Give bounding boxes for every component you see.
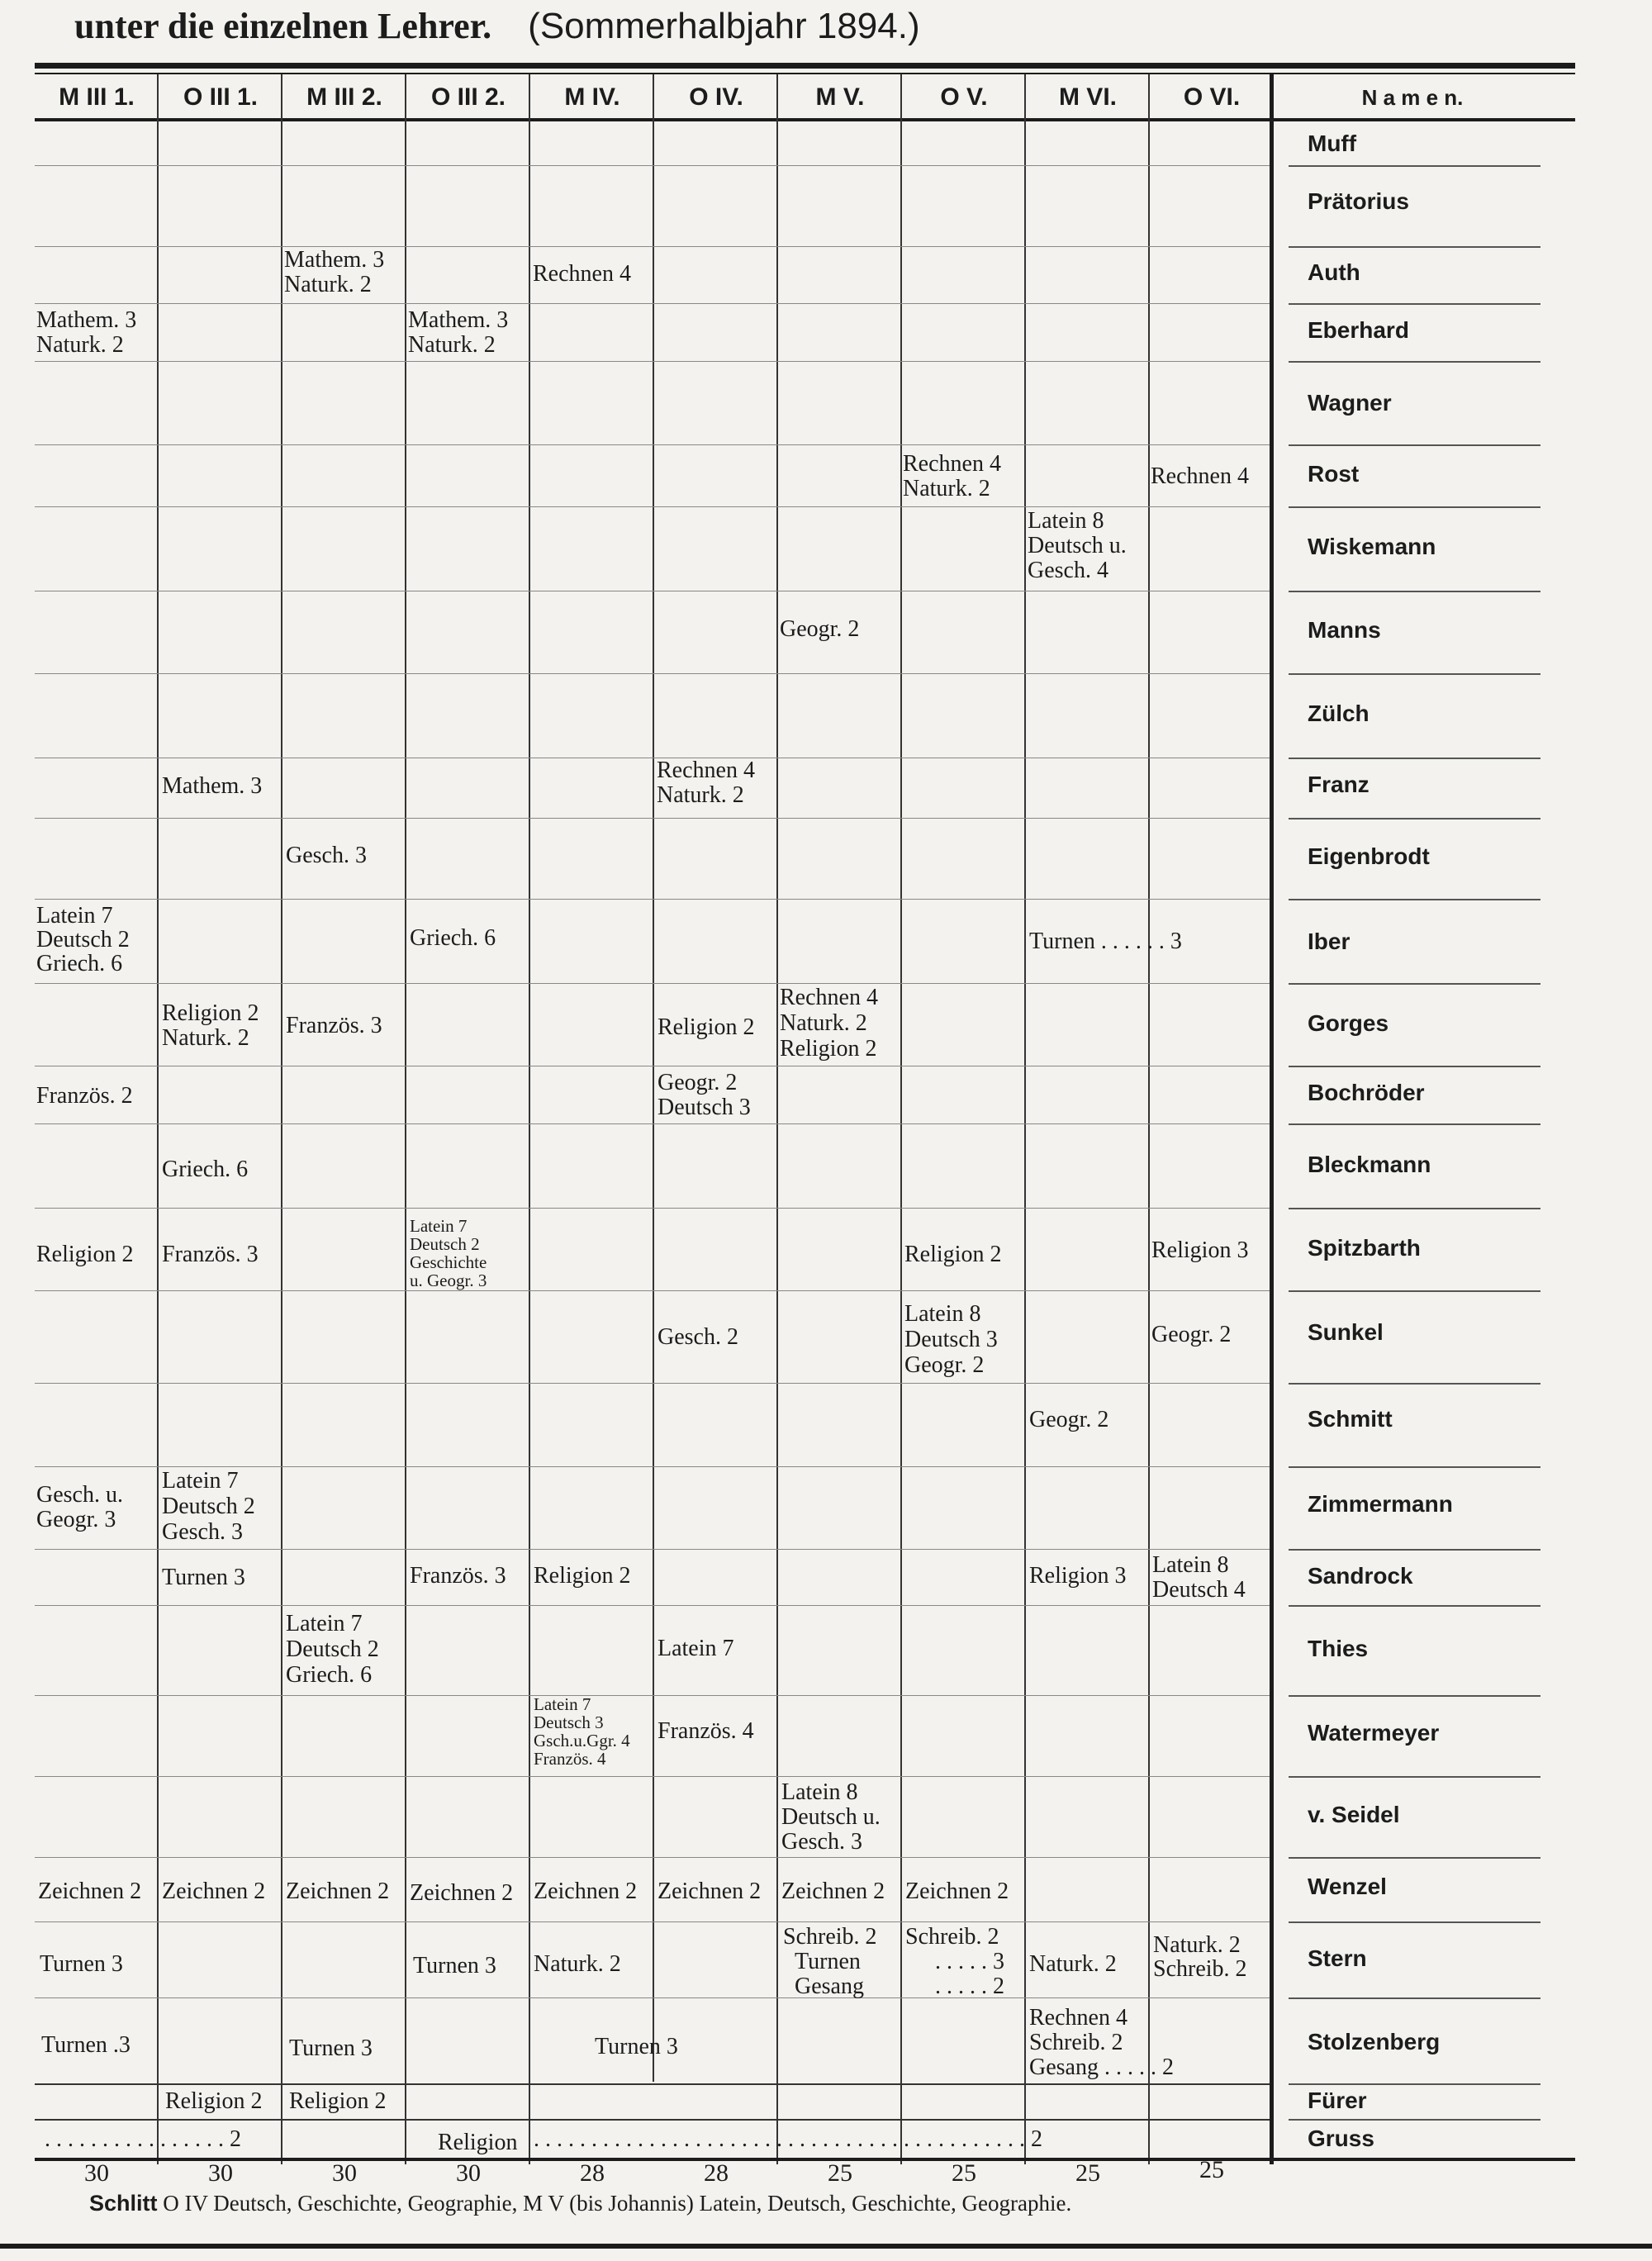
- cell-franz-oiv: Rechnen 4 Naturk. 2: [657, 758, 755, 808]
- row-line: [35, 361, 1270, 362]
- cell-gorges-miii2: Französ. 3: [286, 1013, 382, 1038]
- row-line: [1289, 246, 1540, 248]
- cell-iber-miii1: Latein 7 Deutsch 2 Griech. 6: [36, 903, 130, 976]
- cell-gruss-right: . . . . . . . . . . . . . . . . . . . . . . . . . . . . . . . . . . . . . . . . . . . 2: [534, 2126, 1042, 2152]
- page-title: [74, 5, 920, 47]
- row-line: [1289, 1605, 1540, 1607]
- cell-gorges-oiii1: Religion 2 Naturk. 2: [162, 1000, 259, 1051]
- cell-stern-ov: Schreib. 2 . . . . . 3 . . . . . 2: [905, 1924, 1004, 1999]
- cell-schmitt-mvi: Geogr. 2: [1029, 1407, 1109, 1432]
- cell-spitzbarth-oiii2: Latein 7 Deutsch 2 Geschichte u. Geogr. 3: [410, 1216, 487, 1290]
- cell-franz-oiii1: Mathem. 3: [162, 773, 263, 799]
- row-line: [1289, 1066, 1540, 1067]
- names-divider: [1270, 74, 1274, 2164]
- cell-bleckmann-oiii1: Griech. 6: [162, 1157, 249, 1182]
- row-line: [1289, 1695, 1540, 1697]
- cell-sandrock-oiii1: Turnen 3: [162, 1565, 245, 1590]
- row-line: [1289, 1208, 1540, 1209]
- cell-wenzel-oiii2: Zeichnen 2: [410, 1880, 514, 1906]
- col-divider: [1024, 74, 1026, 2164]
- name-manns: Manns: [1308, 617, 1381, 643]
- cell-iber-oiii2: Griech. 6: [410, 925, 496, 951]
- total-ovi: 25: [1199, 2156, 1224, 2183]
- row-line: [35, 506, 1270, 507]
- row-line: [35, 2083, 1270, 2085]
- col-divider: [281, 74, 282, 2164]
- cell-sandrock-mvi: Religion 3: [1029, 1563, 1127, 1589]
- cell-stern-mvi: Naturk. 2: [1029, 1951, 1117, 1977]
- cell-bochroeder-oiv: Geogr. 2 Deutsch 3: [657, 1070, 751, 1120]
- cell-stolzenberg-miii2: Turnen 3: [289, 2035, 373, 2061]
- cell-stern-miv: Naturk. 2: [534, 1951, 621, 1977]
- row-line: [1289, 1466, 1540, 1468]
- name-zuelch: Zülch: [1308, 701, 1370, 726]
- row-line: [35, 1466, 1270, 1467]
- row-line: [1289, 1123, 1540, 1125]
- name-seidel: v. Seidel: [1308, 1802, 1400, 1827]
- row-line: [1289, 1549, 1540, 1551]
- name-wagner: Wagner: [1308, 390, 1392, 416]
- cell-gorges-mv: Rechnen 4 Naturk. 2 Religion 2: [780, 985, 878, 1062]
- name-zimmermann: Zimmermann: [1308, 1491, 1453, 1517]
- row-line: [1289, 758, 1540, 759]
- cell-eberhard-oiii2: Mathem. 3 Naturk. 2: [408, 307, 509, 358]
- name-sunkel: Sunkel: [1308, 1319, 1384, 1345]
- row-line: [1289, 1290, 1540, 1292]
- name-gruss: Gruss: [1308, 2126, 1374, 2151]
- cell-stern-ovi: Naturk. 2 Schreib. 2: [1153, 1932, 1247, 1982]
- name-franz: Franz: [1308, 772, 1370, 797]
- cell-wenzel-miv: Zeichnen 2: [534, 1879, 638, 1904]
- cell-auth-miii2: Mathem. 3 Naturk. 2: [284, 247, 385, 297]
- row-line: [1289, 1857, 1540, 1859]
- cell-stolzenberg-miii1: Turnen .3: [41, 2032, 131, 2058]
- name-gorges: Gorges: [1308, 1010, 1389, 1036]
- cell-sandrock-oiii2: Französ. 3: [410, 1563, 506, 1589]
- cell-stern-mv: Schreib. 2 Turnen Gesang: [783, 1924, 877, 1999]
- header-oiv: O IV.: [689, 83, 743, 111]
- cell-sandrock-miv: Religion 2: [534, 1563, 631, 1589]
- cell-rost-ovi: Rechnen 4: [1151, 463, 1249, 489]
- cell-wiskemann-mvi: Latein 8 Deutsch u. Gesch. 4: [1028, 508, 1127, 583]
- header-ovi: O VI.: [1183, 83, 1241, 111]
- row-line: [35, 1290, 1270, 1291]
- row-line: [35, 983, 1270, 984]
- footer-name: Schlitt: [89, 2191, 158, 2216]
- row-line: [35, 1997, 1270, 1998]
- cell-stern-oiii2: Turnen 3: [413, 1953, 496, 1978]
- col-divider: [157, 74, 159, 2164]
- cell-wenzel-oiii1: Zeichnen 2: [162, 1879, 266, 1904]
- cell-auth-miv: Rechnen 4: [533, 261, 631, 287]
- row-line: [35, 1208, 1270, 1209]
- name-stolzenberg: Stolzenberg: [1308, 2029, 1441, 2054]
- cell-wenzel-mv: Zeichnen 2: [781, 1879, 885, 1904]
- cell-spitzbarth-miii1: Religion 2: [36, 1242, 134, 1267]
- row-line: [1289, 1997, 1540, 1999]
- row-line: [35, 1605, 1270, 1606]
- row-line: [1289, 591, 1540, 592]
- cell-wenzel-miii1: Zeichnen 2: [38, 1879, 142, 1904]
- name-rost: Rost: [1308, 461, 1360, 487]
- row-line: [1289, 1776, 1540, 1778]
- name-bleckmann: Bleckmann: [1308, 1152, 1431, 1177]
- row-line: [1289, 506, 1540, 508]
- cell-stolzenberg-mvi: Rechnen 4 Schreib. 2 Gesang . . . . . 2: [1029, 2005, 1174, 2080]
- name-watermeyer: Watermeyer: [1308, 1720, 1440, 1746]
- cell-wenzel-oiv: Zeichnen 2: [657, 1879, 762, 1904]
- footer-note: [89, 2191, 1071, 2216]
- row-line: [1289, 361, 1540, 363]
- name-wiskemann: Wiskemann: [1308, 534, 1436, 559]
- row-line: [1289, 444, 1540, 446]
- cell-stolzenberg-miv-oiv: Turnen 3: [595, 2034, 678, 2059]
- row-line: [35, 165, 1270, 166]
- title-main: unter die einzelnen Lehrer.: [74, 6, 492, 46]
- row-line: [35, 1695, 1270, 1696]
- cell-zimmermann-miii1: Gesch. u. Geogr. 3: [36, 1482, 123, 1532]
- title-sub: (Sommerhalbjahr 1894.): [528, 6, 920, 46]
- name-wenzel: Wenzel: [1308, 1874, 1387, 1899]
- row-line: [1289, 983, 1540, 985]
- header-namen: N a m e n.: [1361, 85, 1464, 110]
- row-line: [35, 1857, 1270, 1858]
- name-bochroeder: Bochröder: [1308, 1080, 1425, 1105]
- row-line: [35, 444, 1270, 445]
- name-eigenbrodt: Eigenbrodt: [1308, 843, 1430, 869]
- name-muff: Muff: [1308, 131, 1357, 156]
- header-mvi: M VI.: [1058, 83, 1117, 111]
- row-line: [1289, 899, 1540, 900]
- row-line: [1289, 2083, 1540, 2085]
- cell-eigenbrodt-miii2: Gesch. 3: [286, 843, 367, 868]
- cell-sunkel-oiv: Gesch. 2: [657, 1324, 738, 1350]
- cell-stern-miii1: Turnen 3: [40, 1951, 123, 1977]
- total-miv: 28: [580, 2159, 605, 2187]
- cell-gorges-oiv: Religion 2: [657, 1014, 755, 1040]
- cell-spitzbarth-oiii1: Französ. 3: [162, 1242, 259, 1267]
- total-ov: 25: [952, 2159, 976, 2187]
- name-spitzbarth: Spitzbarth: [1308, 1235, 1421, 1261]
- top-rule-thin: [35, 73, 1575, 74]
- total-mv: 25: [828, 2159, 852, 2187]
- cell-wenzel-miii2: Zeichnen 2: [286, 1879, 390, 1904]
- bottom-rule: [0, 2244, 1652, 2249]
- cell-spitzbarth-ovi: Religion 3: [1151, 1237, 1249, 1263]
- name-eberhard: Eberhard: [1308, 317, 1409, 343]
- row-line: [35, 673, 1270, 674]
- cell-manns-mv: Geogr. 2: [780, 616, 860, 642]
- row-line: [35, 1123, 1270, 1124]
- header-rule: [35, 118, 1575, 121]
- footer-text: O IV Deutsch, Geschichte, Geographie, M V (bis Johannis) Latein, Deutsch, Geschichte, Geographie.: [163, 2191, 1072, 2216]
- cell-watermeyer-miv: Latein 7 Deutsch 3 Gsch.u.Ggr. 4 Französ. 4: [534, 1694, 630, 1769]
- header-miii1: M III 1.: [59, 83, 135, 111]
- total-miii1: 30: [84, 2159, 109, 2187]
- row-line: [1289, 1383, 1540, 1385]
- header-ov: O V.: [940, 83, 988, 111]
- name-praetorius: Prätorius: [1308, 188, 1409, 214]
- row-line: [35, 899, 1270, 900]
- cell-sandrock-ovi: Latein 8 Deutsch 4: [1152, 1552, 1246, 1603]
- cell-iber-mvi: Turnen . . . . . . 3: [1029, 929, 1182, 954]
- cell-thies-miii2: Latein 7 Deutsch 2 Griech. 6: [286, 1611, 379, 1688]
- header-oiii2: O III 2.: [430, 83, 506, 111]
- cell-eberhard-miii1: Mathem. 3 Naturk. 2: [36, 307, 137, 358]
- total-miii2: 30: [332, 2159, 357, 2187]
- row-line: [1289, 673, 1540, 675]
- cell-gruss-left: . . . . . . . . . . . . . . . . 2: [45, 2126, 241, 2152]
- cell-watermeyer-oiv: Französ. 4: [657, 1718, 754, 1744]
- header-oiii1: O III 1.: [183, 83, 259, 111]
- cell-seidel-mv: Latein 8 Deutsch u. Gesch. 3: [781, 1779, 881, 1855]
- cell-spitzbarth-ov: Religion 2: [904, 1242, 1002, 1267]
- row-line: [35, 818, 1270, 819]
- cell-bochroeder-miii1: Französ. 2: [36, 1083, 133, 1109]
- col-divider: [776, 74, 778, 2164]
- name-schmitt: Schmitt: [1308, 1406, 1393, 1432]
- row-line: [35, 303, 1270, 304]
- cell-sunkel-ov: Latein 8 Deutsch 3 Geogr. 2: [904, 1301, 998, 1378]
- col-divider: [1148, 74, 1150, 2164]
- cell-zimmermann-oiii1: Latein 7 Deutsch 2 Gesch. 3: [162, 1468, 255, 1545]
- name-iber: Iber: [1308, 929, 1351, 954]
- col-divider: [653, 74, 654, 2082]
- name-stern: Stern: [1308, 1945, 1367, 1971]
- cell-gruss-religion: Religion: [438, 2130, 518, 2155]
- row-line: [35, 246, 1270, 247]
- total-oiii1: 30: [208, 2159, 233, 2187]
- name-auth: Auth: [1308, 259, 1360, 285]
- cell-rost-ov: Rechnen 4 Naturk. 2: [903, 451, 1001, 501]
- total-oiii2: 30: [456, 2159, 481, 2187]
- col-divider: [529, 74, 530, 2164]
- row-line: [1289, 165, 1540, 167]
- cell-fuerer-miii2: Religion 2: [289, 2088, 387, 2114]
- row-line: [35, 1549, 1270, 1550]
- cell-thies-oiv: Latein 7: [657, 1636, 734, 1661]
- cell-wenzel-ov: Zeichnen 2: [905, 1879, 1009, 1904]
- cell-sunkel-ovi: Geogr. 2: [1151, 1322, 1232, 1347]
- row-line: [1289, 303, 1540, 305]
- row-line: [35, 1383, 1270, 1384]
- row-line: [1289, 1921, 1540, 1923]
- row-line: [35, 1921, 1270, 1922]
- col-divider: [405, 74, 406, 2164]
- total-oiv: 28: [704, 2159, 729, 2187]
- col-divider: [900, 74, 902, 2164]
- top-rule: [35, 63, 1575, 69]
- row-line: [1289, 2119, 1540, 2121]
- name-thies: Thies: [1308, 1636, 1369, 1661]
- header-mv: M V.: [815, 83, 865, 111]
- header-miv: M IV.: [564, 83, 620, 111]
- name-sandrock: Sandrock: [1308, 1563, 1413, 1589]
- cell-fuerer-oiii1: Religion 2: [165, 2088, 263, 2114]
- row-line: [35, 1776, 1270, 1777]
- total-mvi: 25: [1075, 2159, 1100, 2187]
- row-line: [1289, 818, 1540, 819]
- row-line: [35, 2119, 1270, 2121]
- header-miii2: M III 2.: [306, 83, 382, 111]
- name-fuerer: Fürer: [1308, 2088, 1367, 2113]
